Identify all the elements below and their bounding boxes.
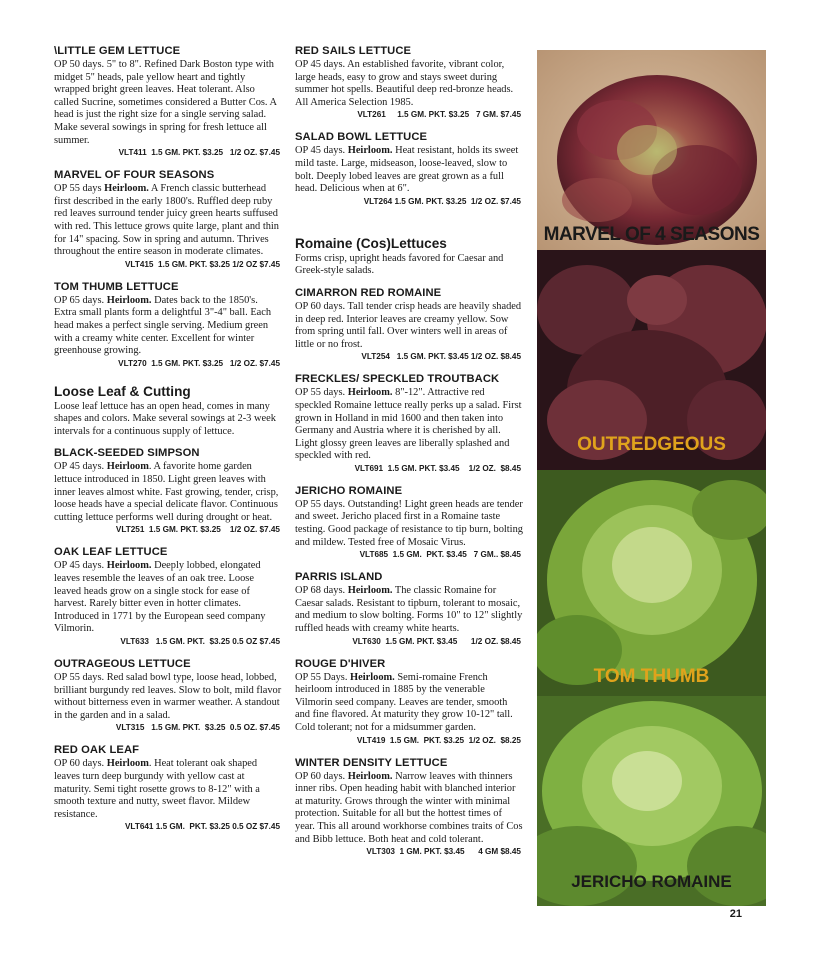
heirloom-tag: Heirloom. xyxy=(347,387,393,399)
product-title: OUTRAGEOUS LETTUCE xyxy=(54,658,191,670)
product-sku-price: VLT254 1.5 GM. PKT. $3.45 1/2 OZ. $8.45 xyxy=(361,352,521,362)
heirloom-tag: Heirloom. xyxy=(347,770,393,782)
product-sku-price: VLT411 1.5 GM. PKT. $3.25 1/2 OZ. $7.45 xyxy=(118,148,280,158)
product-title: FRECKLES/ SPECKLED TROUTBACK xyxy=(295,373,500,386)
heirloom-tag: Heirloom xyxy=(106,461,149,473)
product-entry-tom-thumb xyxy=(54,280,282,370)
product-title: RED SAILS LETTUCE xyxy=(295,45,412,57)
desc-text: Semi-romaine French heirloom introduced in 1885 by the venerable Vilmorin seed company. Leaves are tender, smooth and fine flavored. At maturity they grow 10-12" tall. Cold tolerant; not for a midsummer garden. xyxy=(295,671,513,733)
desc-text: OP 55 days xyxy=(54,183,105,195)
product-title: PARRIS ISLAND xyxy=(295,571,383,584)
desc-text: The classic Romaine for Caesar salads. Resistant to tipburn, tolerant to mosaic, and medium to slow bolting. Forms 10" to 12" slightly ruffled heads with creamy white hearts. xyxy=(295,585,523,635)
section-heading: Romaine (Cos)Lettuces xyxy=(295,235,447,251)
middle-column xyxy=(295,44,523,867)
desc-text: . Heat tolerant oak shaped leaves turn deep burgundy with yellow cast at maturity. Semi tight rosette grows to 8-12" with a smooth texture and nutty, sweet flavor. Mildew resistance. xyxy=(54,758,260,820)
photo-caption: MARVEL OF 4 SEASONS xyxy=(543,224,760,245)
product-entry-outrageous xyxy=(54,657,282,734)
product-description xyxy=(54,183,282,259)
desc-text: . A favorite home garden lettuce introduced in 1850. Light green leaves with inner leaves almost white. Fast growing, tender, crisp, loose heads have a special delicate flavor. Continuous cutting lettuce performs well during drought or heat. xyxy=(54,461,279,523)
product-description: OP 55 days. Red salad bowl type, loose head, lobbed, brilliant burgundy red leaves. Slow to bolt, mild flavor without bitterness even in warmer weather. A standout in the garden and in a salad. xyxy=(54,672,282,721)
product-title: TOM THUMB LETTUCE xyxy=(54,280,179,293)
product-sku-price: VLT641 1.5 GM. PKT. $3.25 0.5 OZ $7.45 xyxy=(124,822,280,832)
product-sku-price: VLT419 1.5 GM. PKT. $3.25 1/2 OZ. $8.25 xyxy=(356,735,521,745)
product-description xyxy=(54,560,282,636)
product-entry-salad-bowl xyxy=(295,130,523,207)
product-sku-price: VLT251 1.5 GM. PKT. $3.25 1/2 OZ. $7.45 xyxy=(115,525,280,535)
product-sku-price: VLT264 1.5 GM. PKT. $3.25 1/2 OZ. $7.45 xyxy=(363,196,521,206)
product-description: OP 50 days. 5" to 8". Refined Dark Boston type with midget 5" heads, pale yellow heart and tightly wrapped bright green leaves. Heat tolerant. Also called Sucrine, sometimes considered a Butter Cos. A head is just the right size for a single serving salad. Make several sowings in spring for fresh lettuce all summer. xyxy=(54,59,277,146)
product-entry-jericho xyxy=(295,484,523,561)
product-description xyxy=(54,461,282,524)
heirloom-tag: Heirloom. xyxy=(347,585,393,597)
product-description xyxy=(295,387,523,463)
product-description: OP 60 days. Tall tender crisp heads are heavily shaded in deep red. Interior leaves are creamy yellow. Sow from spring until fall. Over winters well in areas of little or no frost. xyxy=(295,300,522,350)
photo-caption: OUTREDGEOUS xyxy=(577,434,726,455)
product-description: OP 55 days. Outstanding! Light green heads are tender and sweet. Jericho placed first in a Romaine taste testing. Good package of resistance to tip burn, bolting and mildew. Tested free of Mosaic Virus. xyxy=(295,498,523,548)
product-title: JERICHO ROMAINE xyxy=(295,484,403,497)
product-title: OAK LEAF LETTUCE xyxy=(54,546,168,559)
product-entry-parris-island xyxy=(295,570,523,647)
desc-text: OP 60 days. xyxy=(54,758,107,770)
product-entry-rouge-dhiver xyxy=(295,657,523,747)
desc-text: A French classic butterhead first described in the early 1800's. Ruffled deep ruby red leaves surround tender juicy green hearts suffused with red. This lettuce grows quite large, plant and thin for 14" spacing. Sow in spring and autumn. Thrives throughout the entire season in moderate climates. xyxy=(54,183,279,258)
section-loose-leaf xyxy=(54,384,282,439)
photo-tom-thumb xyxy=(537,470,766,696)
product-title: WINTER DENSITY LETTUCE xyxy=(295,756,448,769)
product-entry-black-seeded-simpson xyxy=(54,446,282,536)
heirloom-tag: Heirloom. xyxy=(106,294,152,306)
product-description xyxy=(54,295,282,358)
product-sku-price: VLT691 1.5 GM. PKT. $3.45 1/2 OZ. $8.45 xyxy=(354,463,521,473)
product-entry-freckles xyxy=(295,372,523,475)
heirloom-tag: Heirloom. xyxy=(347,145,393,157)
product-entry-red-oak-leaf xyxy=(54,743,282,833)
desc-text: OP 45 days. xyxy=(54,461,107,473)
product-title: SALAD BOWL LETTUCE xyxy=(295,131,428,144)
product-entry-little-gem xyxy=(54,44,282,159)
product-entry-cimarron xyxy=(295,286,523,363)
product-sku-price: VLT685 1.5 GM. PKT. $3.45 7 GM.. $8.45 xyxy=(359,550,521,560)
product-sku-price: VLT630 1.5 GM. PKT. $3.45 1/2 OZ. $8.45 xyxy=(352,636,521,646)
product-title: RED OAK LEAF xyxy=(54,744,140,757)
product-description xyxy=(295,585,523,635)
desc-text: OP 45 days. xyxy=(295,145,348,157)
lettuce-photo-green-butterhead xyxy=(537,470,766,696)
desc-text: OP 55 days. xyxy=(295,387,348,399)
product-title: ROUGE D'HIVER xyxy=(295,657,386,670)
heirloom-tag: Heirloom xyxy=(106,758,149,770)
photo-column xyxy=(537,50,766,906)
desc-text: OP 45 days. xyxy=(54,560,107,572)
desc-text: OP 68 days. xyxy=(295,585,348,597)
product-description xyxy=(54,758,282,821)
product-description: OP 45 days. An established favorite, vibrant color, large heads, easy to grow and stays sweet during summer hot spells. Beautiful deep red-bronze heads. All America Selection 1985. xyxy=(295,59,514,108)
photo-outredgeous xyxy=(537,250,766,470)
product-sku-price: VLT415 1.5 GM. PKT. $3.25 1/2 OZ $7.45 xyxy=(124,259,280,269)
product-sku-price: VLT270 1.5 GM. PKT. $3.25 1/2 OZ. $7.45 xyxy=(118,358,280,368)
lettuce-photo-red-butterhead xyxy=(537,50,766,250)
product-description xyxy=(295,672,523,735)
product-title: BLACK-SEEDED SIMPSON xyxy=(54,447,200,460)
desc-text: Deeply lobbed, elongated leaves resemble the leaves of an oak tree. Loose leaved heads grow on a single stock for ease of harvest. Rarely bitter even in hotter climates. Introduced in 1771 by the European seed company Vilmorin. xyxy=(54,560,266,635)
photo-caption: JERICHO ROMAINE xyxy=(571,872,732,891)
heirloom-tag: Heirloom. xyxy=(350,671,395,683)
left-column xyxy=(54,44,282,842)
product-title: MARVEL OF FOUR SEASONS xyxy=(54,169,215,182)
product-title: CIMARRON RED ROMAINE xyxy=(295,286,442,299)
desc-text: Narrow leaves with thinners inner ribs. Open heading habit with blanched interior at maturity. Grows through the winter with minimal protection. Suitable for all but the hottest times of year. This all around workhorse combines traits of Cos and Bibb lettuce. Both heat and cold tolerant. xyxy=(295,770,523,845)
product-sku-price: VLT303 1 GM. PKT. $3.45 4 GM $8.45 xyxy=(366,847,521,857)
desc-text: OP 60 days. xyxy=(295,770,348,782)
section-heading: Loose Leaf & Cutting xyxy=(54,383,191,399)
product-description xyxy=(295,145,523,195)
heirloom-tag: Heirloom. xyxy=(106,560,152,572)
product-description xyxy=(295,771,523,847)
product-entry-red-sails xyxy=(295,44,523,121)
desc-text: Dates back to the 1850's. Extra small plants form a delightful 3"-4" ball. Each head makes a perfect single serving. Medium green with a creamy white center. Excellent for winter greenhouse growing. xyxy=(54,294,272,357)
product-sku-price: VLT261 1.5 GM. PKT. $3.25 7 GM. $7.45 xyxy=(357,110,521,120)
product-entry-winter-density xyxy=(295,756,523,859)
photo-jericho-romaine xyxy=(537,696,766,906)
section-romaine xyxy=(295,236,523,278)
section-description: Forms crisp, upright heads favored for Caesar and Greek-style salads. xyxy=(295,252,504,277)
photo-marvel-of-4-seasons xyxy=(537,50,766,250)
product-title: \LITTLE GEM LETTUCE xyxy=(54,45,181,57)
desc-text: OP 55 Days. xyxy=(295,671,351,683)
desc-text: 8"-12". Attractive red speckled Romaine lettuce really perks up a salad. First grown in Holland in mid 1600 and then taken into Germany and Austria where it is cherished by all. Light glossy green leaves are liberally splashed and speckled with red. xyxy=(295,387,522,462)
product-entry-marvel-four-seasons xyxy=(54,168,282,271)
desc-text: OP 65 days. xyxy=(54,294,107,306)
section-description: Loose leaf lettuce has an open head, comes in many shapes and colors. Make several sowings at 2-3 week intervals for a continuous supply of lettuce. xyxy=(54,400,276,437)
page-number: 21 xyxy=(729,908,742,920)
heirloom-tag: Heirloom. xyxy=(104,183,149,195)
product-sku-price: VLT315 1.5 GM. PKT. $3.25 0.5 OZ. $7.45 xyxy=(115,723,280,733)
product-sku-price: VLT633 1.5 GM. PKT. $3.25 0.5 OZ $7.45 xyxy=(120,637,280,646)
desc-text: Heat resistant, holds its sweet mild taste. Large, midseason, loose-leaved, slow to bolt. Deeply lobed leaves are great grown as a full head. Delicious when at 6". xyxy=(295,145,519,195)
product-entry-oak-leaf xyxy=(54,545,282,648)
photo-caption: TOM THUMB xyxy=(593,666,710,687)
